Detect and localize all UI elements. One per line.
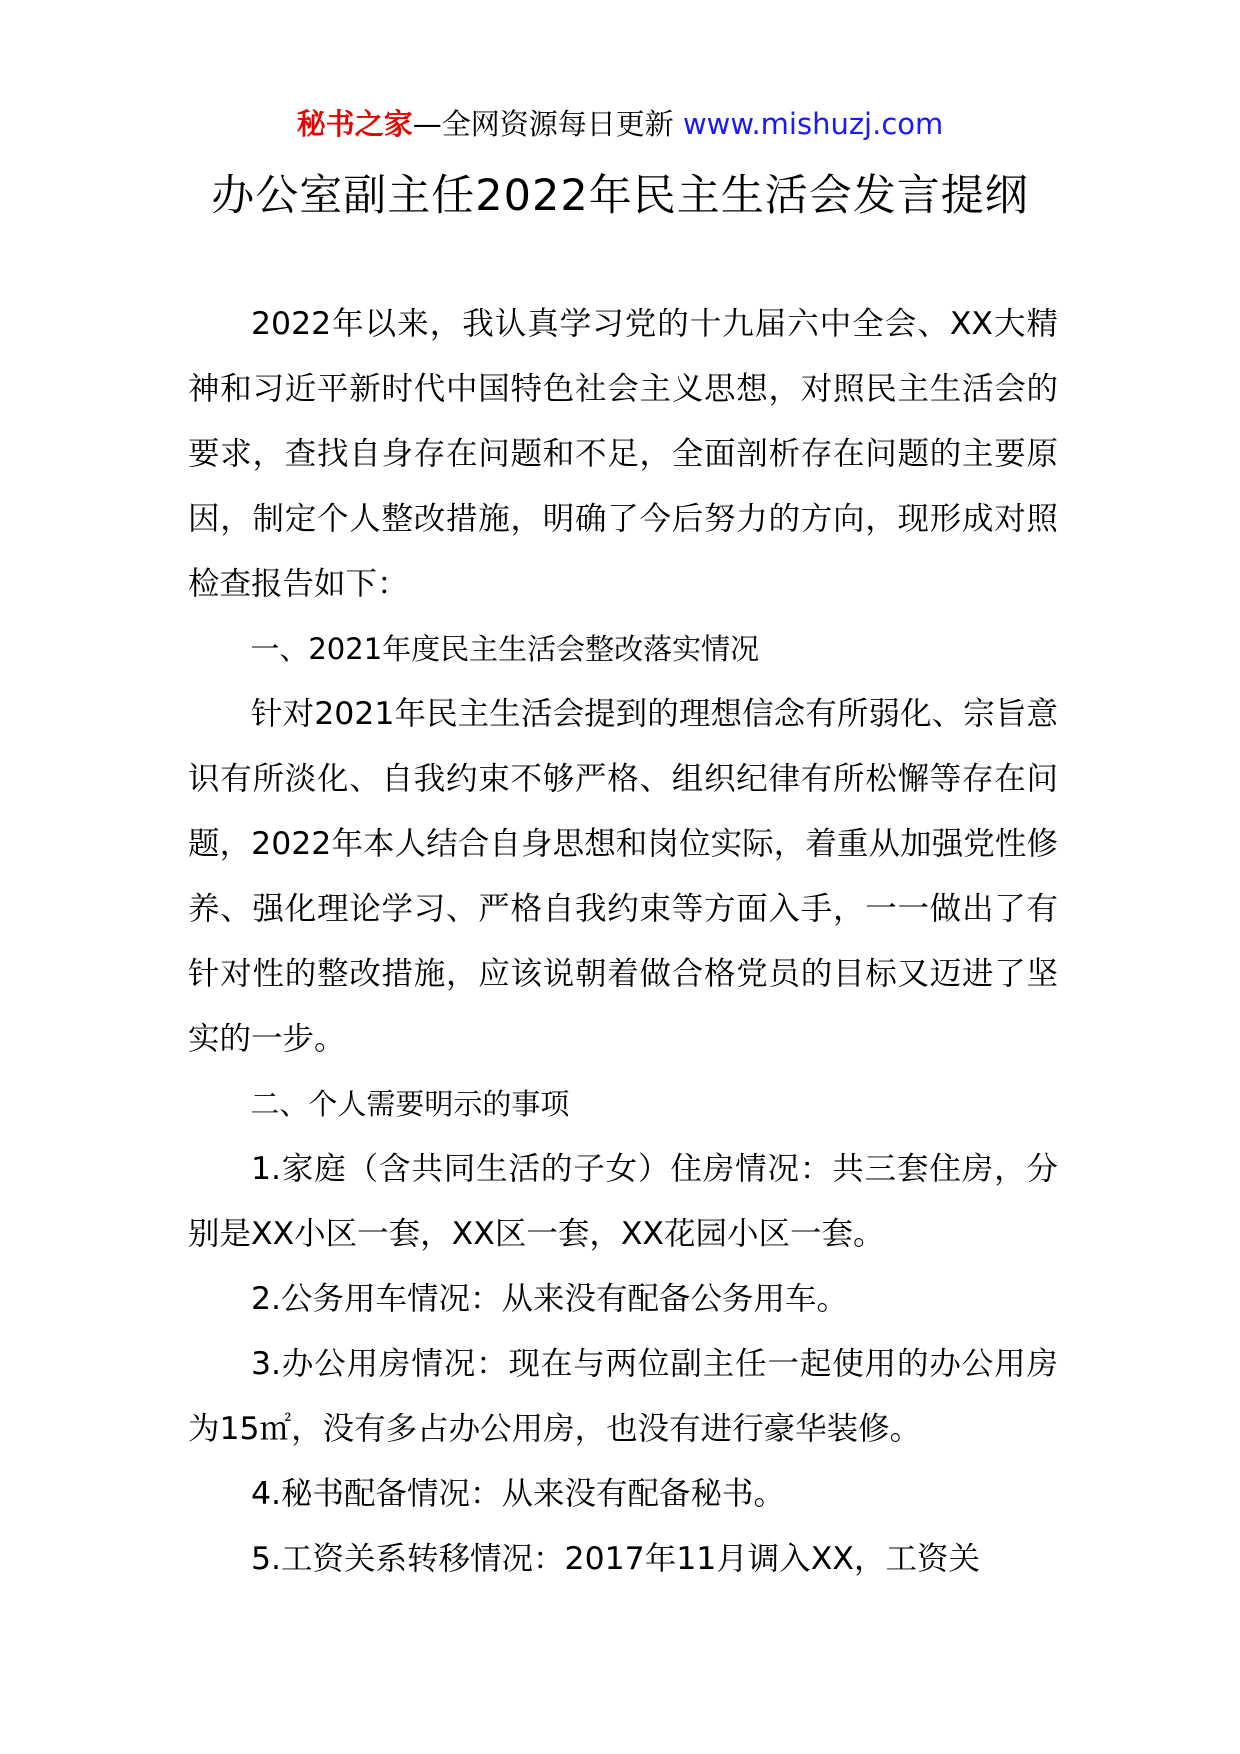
intro-paragraph: 2022年以来，我认真学习党的十九届六中全会、XX大精神和习近平新时代中国特色社会主义思想，对照民主生活会的要求，查找自身存在问题和不足，全面剖析存在问题的主要原因，制定个人整改措施，明确了今后努力的方向，现形成对照检查报告如下： <box>188 306 1058 602</box>
document-body <box>188 292 1058 1592</box>
rectification-paragraph: 针对2021年民主生活会提到的理想信念有所弱化、宗旨意识有所淡化、自我约束不够严格、组织纪律有所松懈等存在问题，2022年本人结合自身思想和岗位实际，着重从加强党性修养、强化理论学习、严格自我约束等方面入手，一一做出了有针对性的整改措施，应该说朝着做合格党员的目标又迈进了坚实的一步。 <box>188 696 1058 1057</box>
brand-name: 秘书之家 <box>296 107 413 141</box>
site-url-link[interactable]: www.mishuzj.com <box>682 107 944 141</box>
item-housing: 1.家庭（含共同生活的子女）住房情况：共三套住房，分别是XX小区一套，XX区一套，XX花园小区一套。 <box>188 1151 1058 1252</box>
item-salary-transfer: 5.工资关系转移情况：2017年11月调入XX，工资关 <box>251 1541 980 1577</box>
site-tagline: —全网资源每日更新 <box>412 107 683 141</box>
site-header <box>0 104 1240 144</box>
item-official-car: 2.公务用车情况：从来没有配备公务用车。 <box>251 1281 849 1317</box>
document-title: 办公室副主任2022年民主生活会发言提纲 <box>211 171 1029 221</box>
item-secretary: 4.秘书配备情况：从来没有配备秘书。 <box>251 1476 786 1512</box>
section-heading-2: 二、个人需要明示的事项 <box>250 1087 570 1121</box>
item-office-space: 3.办公用房情况：现在与两位副主任一起使用的办公用房为15㎡，没有多占办公用房，也没有进行豪华装修。 <box>188 1346 1058 1447</box>
section-heading-1: 一、2021年度民主生活会整改落实情况 <box>250 632 760 666</box>
